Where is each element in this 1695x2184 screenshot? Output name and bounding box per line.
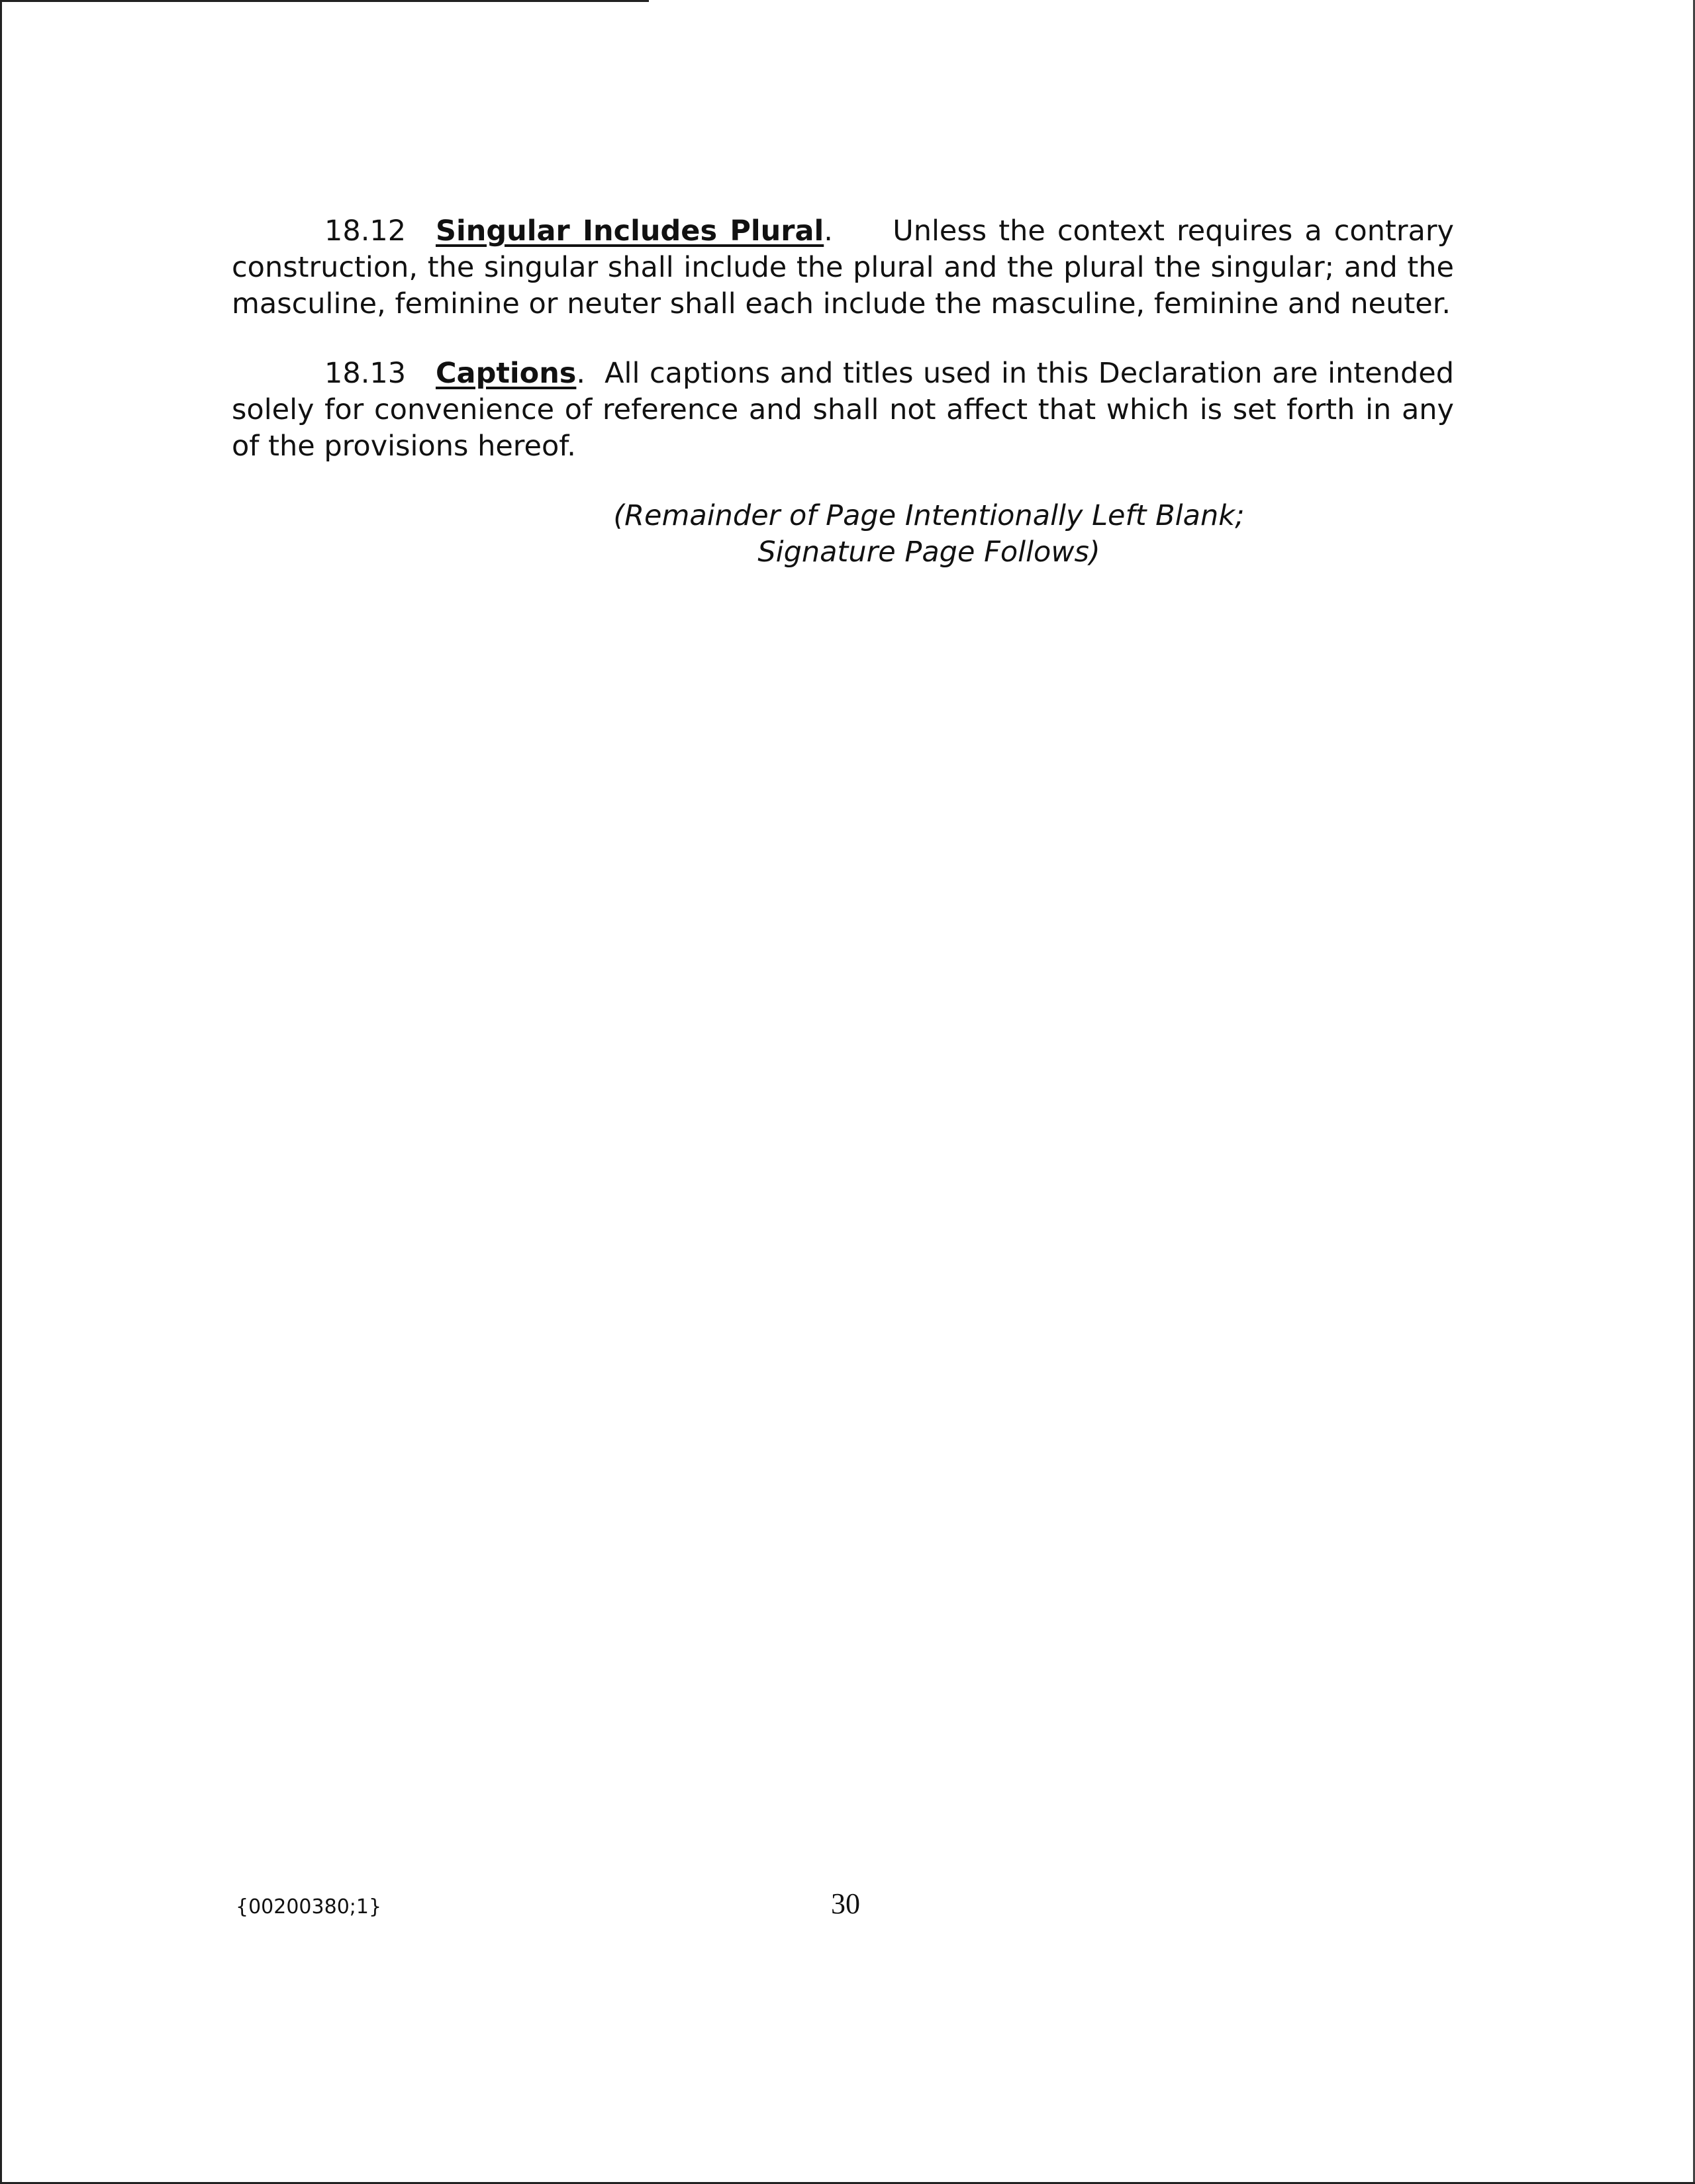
scan-edge-top	[0, 0, 649, 2]
note-line-2: Signature Page Follows)	[757, 536, 1100, 569]
section-18-12: 18.12 Singular Includes Plural. Unless the context requires a contrary construction, the singular shall include the plural and the plural the singular; and the masculine, feminine or neuter shall each include the masculine, feminine and neuter.	[232, 214, 1454, 320]
section-number: 18.13	[324, 357, 407, 390]
blank-page-note	[404, 498, 1454, 571]
section-number: 18.12	[324, 214, 407, 248]
section-title: Captions	[436, 357, 577, 390]
page-number: 30	[831, 1887, 860, 1920]
section-title: Singular Includes Plural	[436, 214, 824, 248]
section-body: Unless the context requires a contrary construction, the singular shall include the plural and the plural the singular; and the masculine, feminine or neuter shall each include the masculine, feminine and neuter.	[232, 214, 1454, 320]
document-body	[232, 213, 1454, 571]
section-18-13: 18.13 Captions. All captions and titles used in this Declaration are intended solely for convenience of reference and shall not affect that which is set forth in any of the provisions hereof.	[232, 357, 1454, 463]
document-id: {00200380;1}	[236, 1895, 382, 1919]
section-body: All captions and titles used in this Declaration are intended solely for convenience of reference and shall not affect that which is set forth in any of the provisions hereof.	[232, 357, 1454, 463]
note-line-1: (Remainder of Page Intentionally Left Blank;	[613, 499, 1245, 532]
scan-edge-left	[0, 0, 2, 2184]
